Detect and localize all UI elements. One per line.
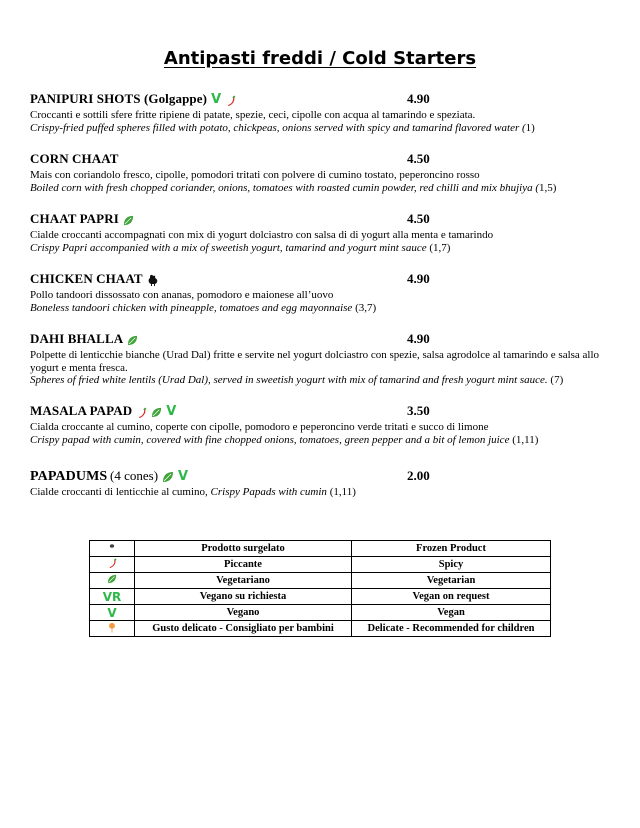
item-desc-en: Crispy Papri accompanied with a mix of sweetish yogurt, tamarind and yogurt mint sauce	[30, 241, 427, 254]
legend-en: Delicate - Recommended for children	[352, 621, 551, 637]
legend-it: Piccante	[135, 557, 352, 573]
chili-icon	[225, 95, 236, 106]
item-name: MASALA PAPAD	[30, 403, 133, 418]
item-allergens: (1,11)	[512, 433, 539, 446]
page-title: Antipasti freddi / Cold Starters	[163, 48, 477, 69]
menu-item-masala-papad	[30, 405, 615, 446]
leaf-icon	[127, 335, 138, 346]
item-desc-en: Boiled corn with fresh chopped coriander, onions, tomatoes with roasted cumin powder, red chilli and mix bhujiya (	[30, 181, 540, 194]
legend-row	[90, 605, 551, 621]
item-desc-en: Crispy papad with cumin, covered with fine chopped onions, tomatoes, green pepper and a bit of lemon juice	[30, 433, 510, 446]
leaf-icon	[162, 471, 174, 483]
legend-it: Gusto delicato - Consigliato per bambini	[135, 621, 352, 637]
item-desc-it: Croccanti e sottili sfere fritte ripiene di patate, spezie, ceci, cipolle con acqua al tamarindo e speziata.	[30, 109, 476, 121]
item-price: 4.50	[407, 211, 430, 226]
item-allergens: (1,7)	[429, 241, 451, 254]
item-name: PANIPURI SHOTS (Golgappe)	[30, 91, 208, 106]
legend-en: Vegetarian	[352, 573, 551, 589]
legend-en: Vegan on request	[352, 589, 551, 605]
item-price: 4.90	[407, 271, 430, 286]
item-name: PAPADUMS	[30, 469, 108, 484]
item-allergens: (7)	[550, 374, 564, 386]
legend-en: Vegan	[352, 605, 551, 621]
item-name: CHICKEN CHAAT	[30, 271, 143, 286]
legend-it: Vegano	[135, 605, 352, 621]
legend-en: Spicy	[352, 557, 551, 573]
vegan-icon: V	[166, 404, 177, 419]
item-name: DAHI BHALLA	[30, 331, 124, 346]
chili-icon	[136, 407, 147, 418]
lollipop-icon	[107, 622, 117, 633]
legend-row	[90, 621, 551, 637]
item-allergens: 1,5)	[539, 181, 557, 194]
legend-it: Vegetariano	[135, 573, 352, 589]
leaf-icon	[151, 407, 162, 418]
legend-table	[89, 540, 551, 637]
menu-item-chaat-papri	[30, 213, 615, 254]
item-desc-en: Crispy-fried puffed spheres filled with potato, chickpeas, onions served with spicy and tamarind flavored water (	[30, 121, 526, 134]
item-price: 2.00	[407, 468, 430, 483]
legend-row	[90, 557, 551, 573]
item-desc-en: Spheres of fried white lentils (Urad Dal), served in sweetish yogurt with mix of tamarind and fresh yogurt mint sauce.	[30, 374, 548, 386]
item-desc-it: Cialde croccanti accompagnati con mix di yogurt dolciastro con salsa di di yogurt alla menta e tamarindo	[30, 229, 494, 241]
vegan-icon: V	[211, 92, 222, 107]
menu-item-corn-chaat	[30, 153, 615, 194]
leaf-icon	[107, 574, 117, 584]
item-note: (4 cones)	[110, 468, 159, 483]
menu-item-panipuri	[30, 93, 615, 134]
item-price: 4.90	[407, 331, 430, 346]
legend-row	[90, 541, 551, 557]
item-price: 4.50	[407, 151, 430, 166]
legend-row	[90, 589, 551, 605]
menu-item-chicken-chaat	[30, 273, 615, 314]
item-desc-it: Pollo tandoori dissossato con ananas, pomodoro e maionese all’uovo	[30, 289, 334, 301]
menu-item-dahi-bhalla	[30, 333, 615, 387]
chicken-icon	[147, 274, 159, 286]
item-desc-it: Cialda croccante al cumino, coperte con cipolle, pomodoro e peperoncino verde tritati e succo di limone	[30, 421, 489, 433]
item-desc-it: Polpette di lenticchie bianche (Urad Dal) fritte e servite nel yogurt dolciastro con spezie, salsa agrodolce al tamarindo e salsa allo yogurt e menta fresca.	[30, 349, 600, 374]
frozen-symbol: *	[90, 541, 135, 557]
legend-it: Vegano su richiesta	[135, 589, 352, 605]
menu-item-papadums	[30, 470, 615, 499]
chili-icon	[107, 558, 117, 568]
vegan-icon: V	[178, 469, 189, 484]
item-price: 3.50	[407, 403, 430, 418]
item-allergens: (1,11)	[329, 486, 356, 498]
legend-it: Prodotto surgelato	[135, 541, 352, 557]
vegan-on-request-icon: VR	[90, 589, 135, 605]
vegan-icon: V	[90, 605, 135, 621]
item-name: CHAAT PAPRI	[30, 211, 119, 226]
item-allergens: 1)	[525, 121, 535, 134]
item-desc-it: Cialde croccanti di lenticchie al cumino,	[30, 486, 208, 498]
item-desc-en: Crispy Papads with cumin	[210, 486, 327, 498]
legend-en: Frozen Product	[352, 541, 551, 557]
legend-row	[90, 573, 551, 589]
item-price: 4.90	[407, 91, 430, 106]
item-name: CORN CHAAT	[30, 151, 119, 166]
item-desc-it: Mais con coriandolo fresco, cipolle, pomodori tritati con polvere di cumino tostato, peperoncino rosso	[30, 169, 480, 181]
item-desc-en: Boneless tandoori chicken with pineapple, tomatoes and egg mayonnaise	[30, 301, 353, 314]
leaf-icon	[123, 215, 134, 226]
item-allergens: (3,7)	[355, 301, 377, 314]
